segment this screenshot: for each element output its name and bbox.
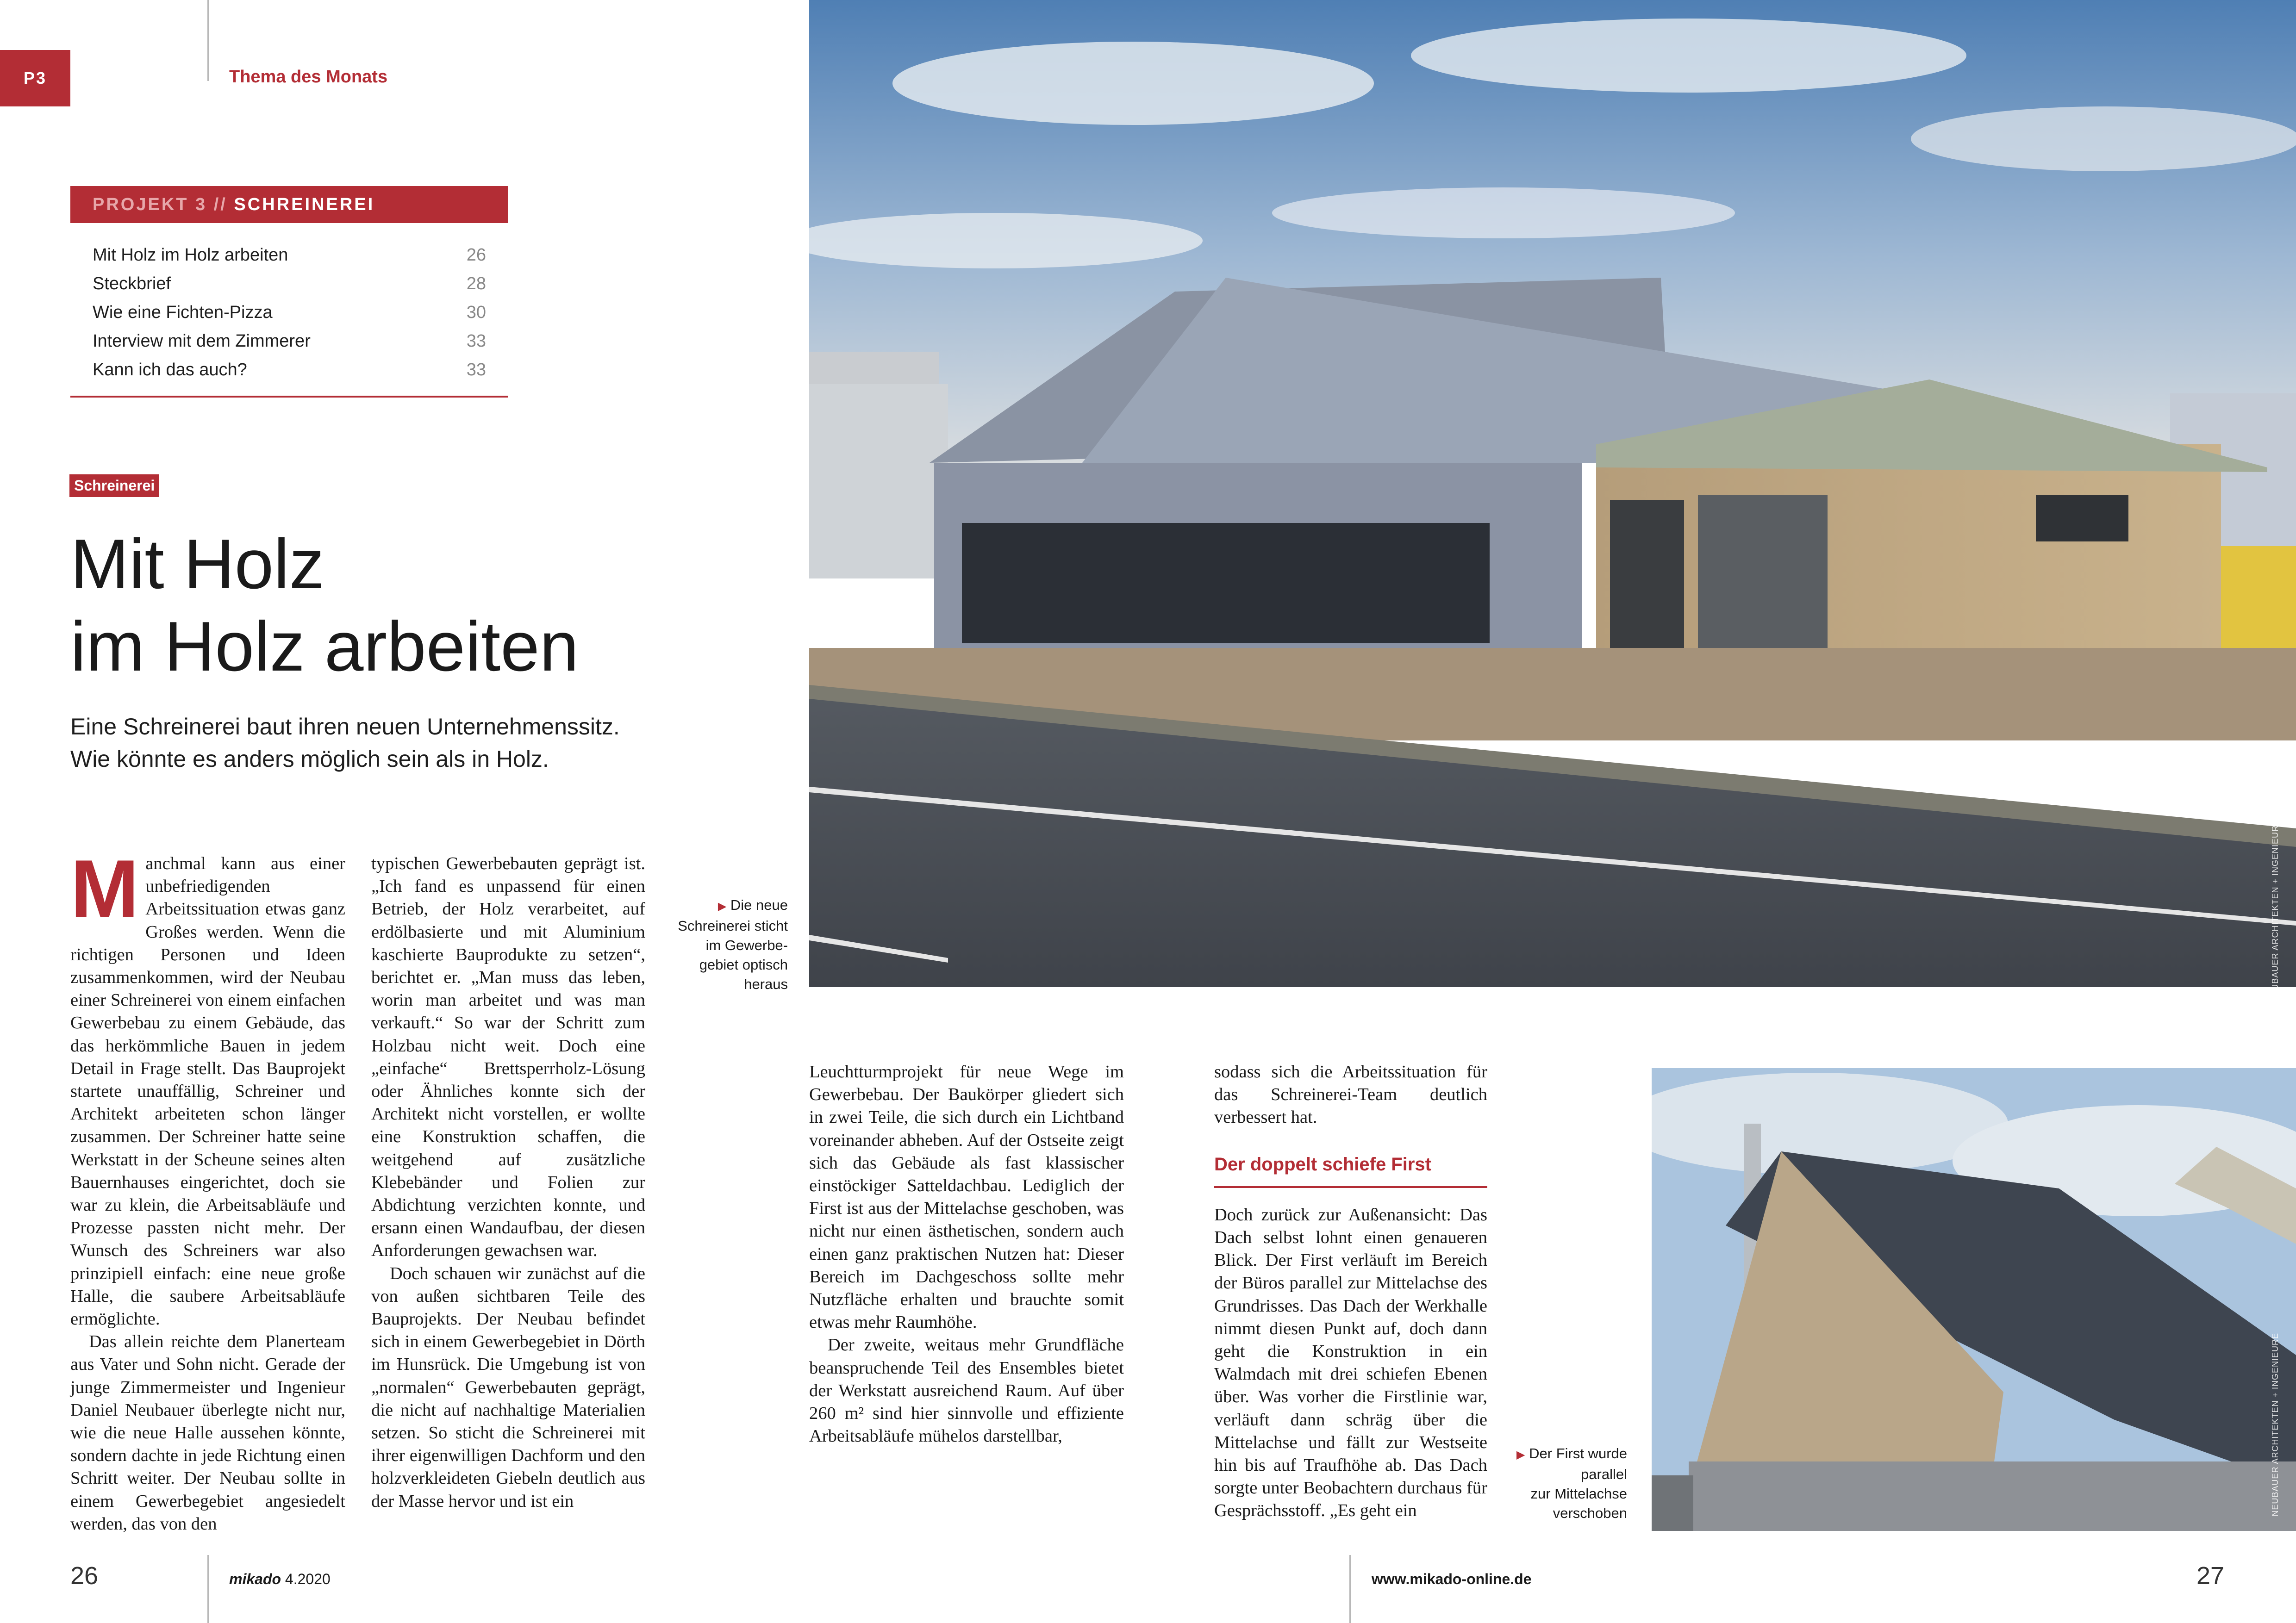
- caption-line: parallel: [1581, 1466, 1627, 1482]
- paragraph: sodass sich die Arbeitssituation für das Schreinerei-Team deutlich verbessert hat.: [1214, 1062, 1487, 1127]
- photo-credit: NEUBAUER ARCHITEKTEN + INGENIEURE: [2271, 1333, 2280, 1517]
- toc-bottom-rule: [70, 396, 508, 398]
- toc-header: [70, 186, 508, 223]
- lead-line: Wie könnte es anders möglich sein als in Holz.: [70, 746, 549, 772]
- article-lead: [70, 710, 792, 775]
- caption-line: heraus: [744, 976, 788, 992]
- paragraph: Das allein reichte dem Planerteam aus Vater und Sohn nicht. Gerade der junge Zimmermeister und Ingenieur Daniel Neubauer überlegte nicht nur, wie die neue Halle aussehen könnte, sondern dachte in jede Richtung einen Schritt weiter. Der Neubau sollte in einem Gewerbegebiet angesiedelt werden, das von den: [70, 1332, 345, 1534]
- caption-line: Die neue: [730, 897, 788, 913]
- page-number-right: 27: [2196, 1562, 2225, 1590]
- page-number-left: 26: [70, 1562, 99, 1590]
- toc-item-label: Mit Holz im Holz arbeiten: [93, 245, 288, 265]
- caption-line: im Gewerbe-: [705, 937, 788, 953]
- issue-number: 4.2020: [285, 1571, 331, 1587]
- toc-item-page: 30: [466, 302, 486, 322]
- photo-credit: NEUBAUER ARCHITEKTEN + INGENIEURE: [2271, 819, 2280, 1003]
- caption-line: gebiet optisch: [699, 957, 788, 973]
- paragraph: Der zweite, weitaus mehr Grundfläche beanspruchende Teil des Ensembles bietet der Werkstatt ausreichend Raum. Auf über 260 m² sind hier sinnvolle und effiziente Arbeitsabläufe mühelos darstellbar,: [809, 1335, 1124, 1446]
- article-column-2: [371, 852, 645, 1513]
- caption-marker-icon: ▶: [718, 900, 727, 913]
- paragraph: typischen Gewerbebauten geprägt ist. „Ich fand es unpassend für einen Betrieb, der Holz verarbeitet, auf erdölbasierte und mit Aluminium kaschierte Bauprodukte zu setzen“, berichtet er. „Man muss das leben, worin man arbeitet und was man verkauft.“ So war der Schritt zum Holzbau nicht weit. Doch eine „einfache“ Brettsperrholz-Lösung oder Ähnliches konnte sich der Architekt nicht vorstellen, er wollte eine Konstruktion schaffen, die weitgehend auf zusätzliche Klebebänder und Folien zur Abdichtung verzichten konnte, und ersann einen Wandaufbau, der diesen Anforderungen gewachsen war.: [371, 854, 645, 1261]
- caption-line: Schreinerei sticht: [678, 918, 788, 934]
- page-label-tab: P3: [0, 50, 70, 106]
- toc-item-label: Kann ich das auch?: [93, 360, 247, 379]
- toc-item[interactable]: [93, 355, 486, 384]
- website-link[interactable]: www.mikado-online.de: [1372, 1571, 1532, 1587]
- toc-item[interactable]: [93, 241, 486, 269]
- paragraph: Doch zurück zur Außenansicht: Das Dach selbst lohnt einen genaueren Blick. Der First verläuft im Bereich der Büros parallel zur Mittelachse des Grundrisses. Das Dach der Werkhalle nimmt diesen Punkt auf, doch dann geht die Konstruktion in ein Walmdach mit drei schiefen Ebenen über. Was vorher die Firstlinie war, verläuft dann schräg über die Mittelachse und fällt zur Westseite hin bis auf Traufhöhe ab. Das Dach sorgte unter Beobachtern durchaus für Gesprächsstoff. „Es geht ein: [1214, 1205, 1487, 1521]
- lead-line: Eine Schreinerei baut ihren neuen Unternehmenssitz.: [70, 714, 620, 740]
- headline-line: im Holz arbeiten: [70, 607, 579, 686]
- toc-item[interactable]: [93, 269, 486, 298]
- header-divider: [207, 0, 209, 81]
- roof-detail-photo: [1652, 1068, 2296, 1531]
- photo-small-caption: [1488, 1444, 1627, 1523]
- headline-line: Mit Holz: [70, 525, 324, 603]
- drop-cap: M: [70, 843, 139, 935]
- toc-separator: //: [213, 194, 227, 214]
- paragraph: Leuchtturmprojekt für neue Wege im Gewerbebau. Der Baukörper gliedert sich in zwei Teile, die sich durch ein Lichtband voreinander abheben. Auf der Ostseite zeigt sich das Gebäude als fast klassischer einstöckiger Satteldachbau. Lediglich der First ist aus der Mittelachse geschoben, was nicht nur einen ästhetischen, sondern auch einen ganz praktischen Nutzen hat: Dieser Bereich im Dachgeschoss sollte mehr Nutzfläche erhalten und brauchte somit etwas mehr Raumhöhe.: [809, 1062, 1124, 1332]
- toc-topic: SCHREINEREI: [234, 194, 375, 214]
- article-headline: [70, 523, 765, 688]
- footer-divider: [207, 1555, 209, 1623]
- caption-marker-icon: ▶: [1516, 1449, 1525, 1461]
- toc-item-page: 26: [466, 245, 486, 265]
- toc-item-page: 28: [466, 274, 486, 293]
- toc-item-label: Interview mit dem Zimmerer: [93, 331, 311, 351]
- article-subhead: Der doppelt schiefe First: [1214, 1153, 1487, 1188]
- toc-item[interactable]: [93, 327, 486, 355]
- article-column-1: [70, 843, 345, 1536]
- paragraph: anchmal kann aus einer unbefriedigenden Arbeitssituation etwas ganz Großes werden. Wenn die richtigen Personen und Ideen zusammenkommen, wird der Neubau einer Schreinerei von einem einfachen Gewerbebau zu einem Gebäude, das das herkömmliche Bauen in jedem Detail in Frage stellt. Das Bauprojekt startete unauffällig, Schreiner und Architekt arbeiteten schon länger zusammen. Der Schreiner hatte seine Werkstatt in der Scheune seines alten Bauernhauses eingerichtet, doch sie war zu klein, die Arbeitsabläufe und Prozesse passten nicht mehr. Der Wunsch des Schreiners war also prinzipiell einfach: eine neue große Halle, die saubere Arbeitsabläufe ermöglichte.: [70, 854, 345, 1329]
- toc-list: [93, 241, 486, 384]
- caption-line: Der First wurde: [1529, 1445, 1627, 1461]
- toc-item-label: Steckbrief: [93, 274, 171, 293]
- toc-item-page: 33: [466, 331, 486, 351]
- caption-line: verschoben: [1553, 1505, 1627, 1521]
- section-title: Thema des Monats: [229, 67, 388, 87]
- toc-item-page: 33: [466, 360, 486, 379]
- article-column-4: [1214, 1061, 1487, 1523]
- toc-item-label: Wie eine Fichten-Pizza: [93, 302, 273, 322]
- photo-main-caption: [662, 895, 788, 994]
- toc-project-label: PROJEKT 3: [93, 194, 207, 214]
- footer-divider: [1349, 1555, 1351, 1623]
- article-kicker: Schreinerei: [69, 474, 159, 497]
- magazine-issue: [229, 1571, 331, 1588]
- magazine-name: mikado: [229, 1571, 281, 1587]
- workshop-photo-main: [809, 0, 2296, 987]
- caption-line: zur Mittelachse: [1530, 1486, 1627, 1502]
- toc-item[interactable]: [93, 298, 486, 327]
- article-column-3: [809, 1061, 1124, 1448]
- paragraph: Doch schauen wir zunächst auf die von außen sichtbaren Teile des Bauprojekts. Der Neubau befindet sich in einem Gewerbegebiet in Dörth im Hunsrück. Die Umgebung ist von „normalen“ Gewerbebauten geprägt, die nicht auf nachhaltige Materialien setzen. So sticht die Schreinerei mit ihrer eigenwilligen Dachform und den holzverkleideten Giebeln deutlich aus der Masse hervor und ist ein: [371, 1263, 645, 1511]
